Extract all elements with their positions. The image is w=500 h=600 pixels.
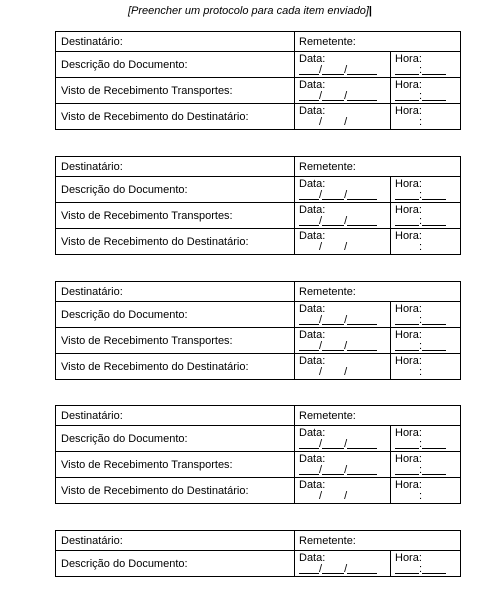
time-separator: :	[419, 116, 423, 128]
date-separator: /	[344, 64, 348, 76]
sender-label: Remetente:	[299, 160, 356, 173]
time-field[interactable]	[391, 302, 460, 327]
time-separator: :	[419, 464, 423, 476]
date-separator: /	[344, 314, 348, 326]
date-field[interactable]	[295, 78, 391, 103]
recipient-label: Destinatário:	[61, 35, 123, 48]
time-label: Hora:	[395, 427, 422, 439]
row-label-cell	[56, 104, 295, 129]
protocol-row-visto-destinatario	[56, 353, 460, 379]
time-label: Hora:	[395, 303, 422, 315]
protocol-row-visto-transportes	[56, 202, 460, 228]
date-separator: /	[319, 116, 323, 128]
recipient-field[interactable]	[56, 531, 295, 550]
row-label: Visto de Recebimento do Destinatário:	[61, 484, 249, 497]
protocol-header-row	[56, 32, 460, 51]
date-label: Data:	[299, 178, 326, 190]
time-field[interactable]	[391, 426, 460, 451]
date-separator: /	[344, 563, 348, 575]
date-label: Data:	[299, 355, 326, 367]
date-separator: /	[344, 490, 348, 502]
date-field[interactable]	[295, 354, 391, 379]
date-field[interactable]	[295, 551, 391, 576]
time-blank	[395, 214, 446, 226]
protocol-header-row	[56, 282, 460, 301]
row-label-cell	[56, 426, 295, 451]
recipient-field[interactable]	[56, 32, 295, 51]
sender-label: Remetente:	[299, 534, 356, 547]
row-label-cell	[56, 78, 295, 103]
sender-label: Remetente:	[299, 35, 356, 48]
time-field[interactable]	[391, 203, 460, 228]
date-separator: /	[344, 90, 348, 102]
date-label: Data:	[299, 479, 326, 491]
time-separator: :	[419, 64, 423, 76]
recipient-field[interactable]	[56, 157, 295, 176]
time-separator: :	[419, 241, 423, 253]
recipient-label: Destinatário:	[61, 534, 123, 547]
row-label-cell	[56, 177, 295, 202]
date-blank	[299, 339, 377, 351]
date-label: Data:	[299, 105, 326, 117]
time-separator: :	[419, 215, 423, 227]
date-field[interactable]	[295, 478, 391, 503]
date-separator: /	[344, 189, 348, 201]
time-label: Hora:	[395, 329, 422, 341]
time-separator: :	[419, 90, 423, 102]
row-label: Descrição do Documento:	[61, 308, 188, 321]
protocol-header-row	[56, 406, 460, 425]
time-label: Hora:	[395, 105, 422, 117]
time-separator: :	[419, 189, 423, 201]
date-field[interactable]	[295, 426, 391, 451]
date-separator: /	[319, 215, 323, 227]
date-separator: /	[344, 340, 348, 352]
row-label-cell	[56, 354, 295, 379]
time-blank	[395, 313, 446, 325]
date-separator: /	[344, 241, 348, 253]
recipient-field[interactable]	[56, 282, 295, 301]
date-separator: /	[344, 366, 348, 378]
row-label-cell	[56, 302, 295, 327]
time-field[interactable]	[391, 452, 460, 477]
protocol-row-descricao	[56, 425, 460, 451]
row-label-cell	[56, 452, 295, 477]
time-blank	[395, 115, 446, 127]
date-label: Data:	[299, 79, 326, 91]
time-separator: :	[419, 490, 423, 502]
time-label: Hora:	[395, 552, 422, 564]
protocol-row-descricao	[56, 301, 460, 327]
date-blank	[299, 214, 377, 226]
protocol-header-row	[56, 157, 460, 176]
date-separator: /	[344, 215, 348, 227]
row-label: Visto de Recebimento do Destinatário:	[61, 235, 249, 248]
row-label: Visto de Recebimento Transportes:	[61, 209, 233, 222]
time-blank	[395, 365, 446, 377]
recipient-field[interactable]	[56, 406, 295, 425]
row-label: Descrição do Documento:	[61, 557, 188, 570]
date-separator: /	[319, 314, 323, 326]
sender-label: Remetente:	[299, 285, 356, 298]
time-label: Hora:	[395, 230, 422, 242]
row-label-cell	[56, 328, 295, 353]
sender-field[interactable]	[295, 157, 460, 176]
protocol-table	[55, 530, 461, 577]
date-field[interactable]	[295, 52, 391, 77]
date-blank	[299, 63, 377, 75]
time-blank	[395, 437, 446, 449]
protocol-row-visto-transportes	[56, 327, 460, 353]
time-blank	[395, 489, 446, 501]
row-label: Visto de Recebimento Transportes:	[61, 84, 233, 97]
time-separator: :	[419, 366, 423, 378]
date-blank	[299, 313, 377, 325]
protocol-table	[55, 281, 461, 380]
time-blank	[395, 240, 446, 252]
time-blank	[395, 63, 446, 75]
date-separator: /	[319, 563, 323, 575]
sender-field[interactable]	[295, 32, 460, 51]
protocol-table	[55, 405, 461, 504]
date-separator: /	[319, 366, 323, 378]
time-field[interactable]	[391, 328, 460, 353]
date-separator: /	[319, 189, 323, 201]
sender-field[interactable]	[295, 282, 460, 301]
date-label: Data:	[299, 453, 326, 465]
sender-label: Remetente:	[299, 409, 356, 422]
recipient-label: Destinatário:	[61, 285, 123, 298]
sender-field[interactable]	[295, 406, 460, 425]
protocol-row-visto-destinatario	[56, 228, 460, 254]
recipient-label: Destinatário:	[61, 409, 123, 422]
time-label: Hora:	[395, 204, 422, 216]
row-label-cell	[56, 478, 295, 503]
date-blank	[299, 240, 377, 252]
time-blank	[395, 339, 446, 351]
date-separator: /	[319, 438, 323, 450]
date-blank	[299, 188, 377, 200]
date-separator: /	[319, 90, 323, 102]
date-separator: /	[344, 438, 348, 450]
row-label: Visto de Recebimento Transportes:	[61, 458, 233, 471]
date-label: Data:	[299, 552, 326, 564]
row-label-cell	[56, 203, 295, 228]
time-field[interactable]	[391, 52, 460, 77]
date-blank	[299, 489, 377, 501]
time-separator: :	[419, 563, 423, 575]
protocol-table	[55, 156, 461, 255]
time-blank	[395, 188, 446, 200]
date-field[interactable]	[295, 177, 391, 202]
time-blank	[395, 89, 446, 101]
time-field[interactable]	[391, 551, 460, 576]
date-label: Data:	[299, 230, 326, 242]
date-label: Data:	[299, 329, 326, 341]
recipient-label: Destinatário:	[61, 160, 123, 173]
date-field[interactable]	[295, 452, 391, 477]
row-label-cell	[56, 52, 295, 77]
protocol-row-descricao	[56, 550, 460, 576]
row-label: Descrição do Documento:	[61, 58, 188, 71]
time-label: Hora:	[395, 79, 422, 91]
row-label: Visto de Recebimento do Destinatário:	[61, 110, 249, 123]
time-field[interactable]	[391, 78, 460, 103]
date-field[interactable]	[295, 104, 391, 129]
date-separator: /	[344, 116, 348, 128]
time-separator: :	[419, 340, 423, 352]
date-blank	[299, 562, 377, 574]
row-label: Descrição do Documento:	[61, 432, 188, 445]
date-field[interactable]	[295, 302, 391, 327]
time-label: Hora:	[395, 453, 422, 465]
protocol-header-row	[56, 531, 460, 550]
date-field[interactable]	[295, 229, 391, 254]
date-blank	[299, 115, 377, 127]
instruction-note	[0, 5, 500, 17]
time-field[interactable]	[391, 177, 460, 202]
date-blank	[299, 463, 377, 475]
protocol-row-visto-transportes	[56, 451, 460, 477]
time-label: Hora:	[395, 53, 422, 65]
sender-field[interactable]	[295, 531, 460, 550]
date-field[interactable]	[295, 328, 391, 353]
row-label: Visto de Recebimento Transportes:	[61, 334, 233, 347]
time-blank	[395, 562, 446, 574]
date-separator: /	[344, 464, 348, 476]
date-label: Data:	[299, 204, 326, 216]
protocol-row-visto-transportes	[56, 77, 460, 103]
date-blank	[299, 89, 377, 101]
row-label: Visto de Recebimento do Destinatário:	[61, 360, 249, 373]
protocol-row-visto-destinatario	[56, 103, 460, 129]
date-separator: /	[319, 464, 323, 476]
protocol-table	[55, 31, 461, 130]
date-blank	[299, 437, 377, 449]
time-label: Hora:	[395, 355, 422, 367]
row-label-cell	[56, 229, 295, 254]
time-field[interactable]	[391, 229, 460, 254]
time-field[interactable]	[391, 478, 460, 503]
instruction-text: [Preencher um protocolo para cada item enviado]	[128, 5, 369, 17]
row-label: Descrição do Documento:	[61, 183, 188, 196]
time-separator: :	[419, 314, 423, 326]
date-label: Data:	[299, 303, 326, 315]
date-separator: /	[319, 490, 323, 502]
time-label: Hora:	[395, 178, 422, 190]
date-separator: /	[319, 64, 323, 76]
time-blank	[395, 463, 446, 475]
protocol-row-descricao	[56, 51, 460, 77]
row-label-cell	[56, 551, 295, 576]
date-field[interactable]	[295, 203, 391, 228]
date-label: Data:	[299, 427, 326, 439]
protocol-row-descricao	[56, 176, 460, 202]
time-label: Hora:	[395, 479, 422, 491]
protocol-row-visto-destinatario	[56, 477, 460, 503]
date-blank	[299, 365, 377, 377]
date-label: Data:	[299, 53, 326, 65]
time-separator: :	[419, 438, 423, 450]
time-field[interactable]	[391, 354, 460, 379]
text-cursor: |	[368, 5, 372, 17]
date-separator: /	[319, 340, 323, 352]
date-separator: /	[319, 241, 323, 253]
time-field[interactable]	[391, 104, 460, 129]
